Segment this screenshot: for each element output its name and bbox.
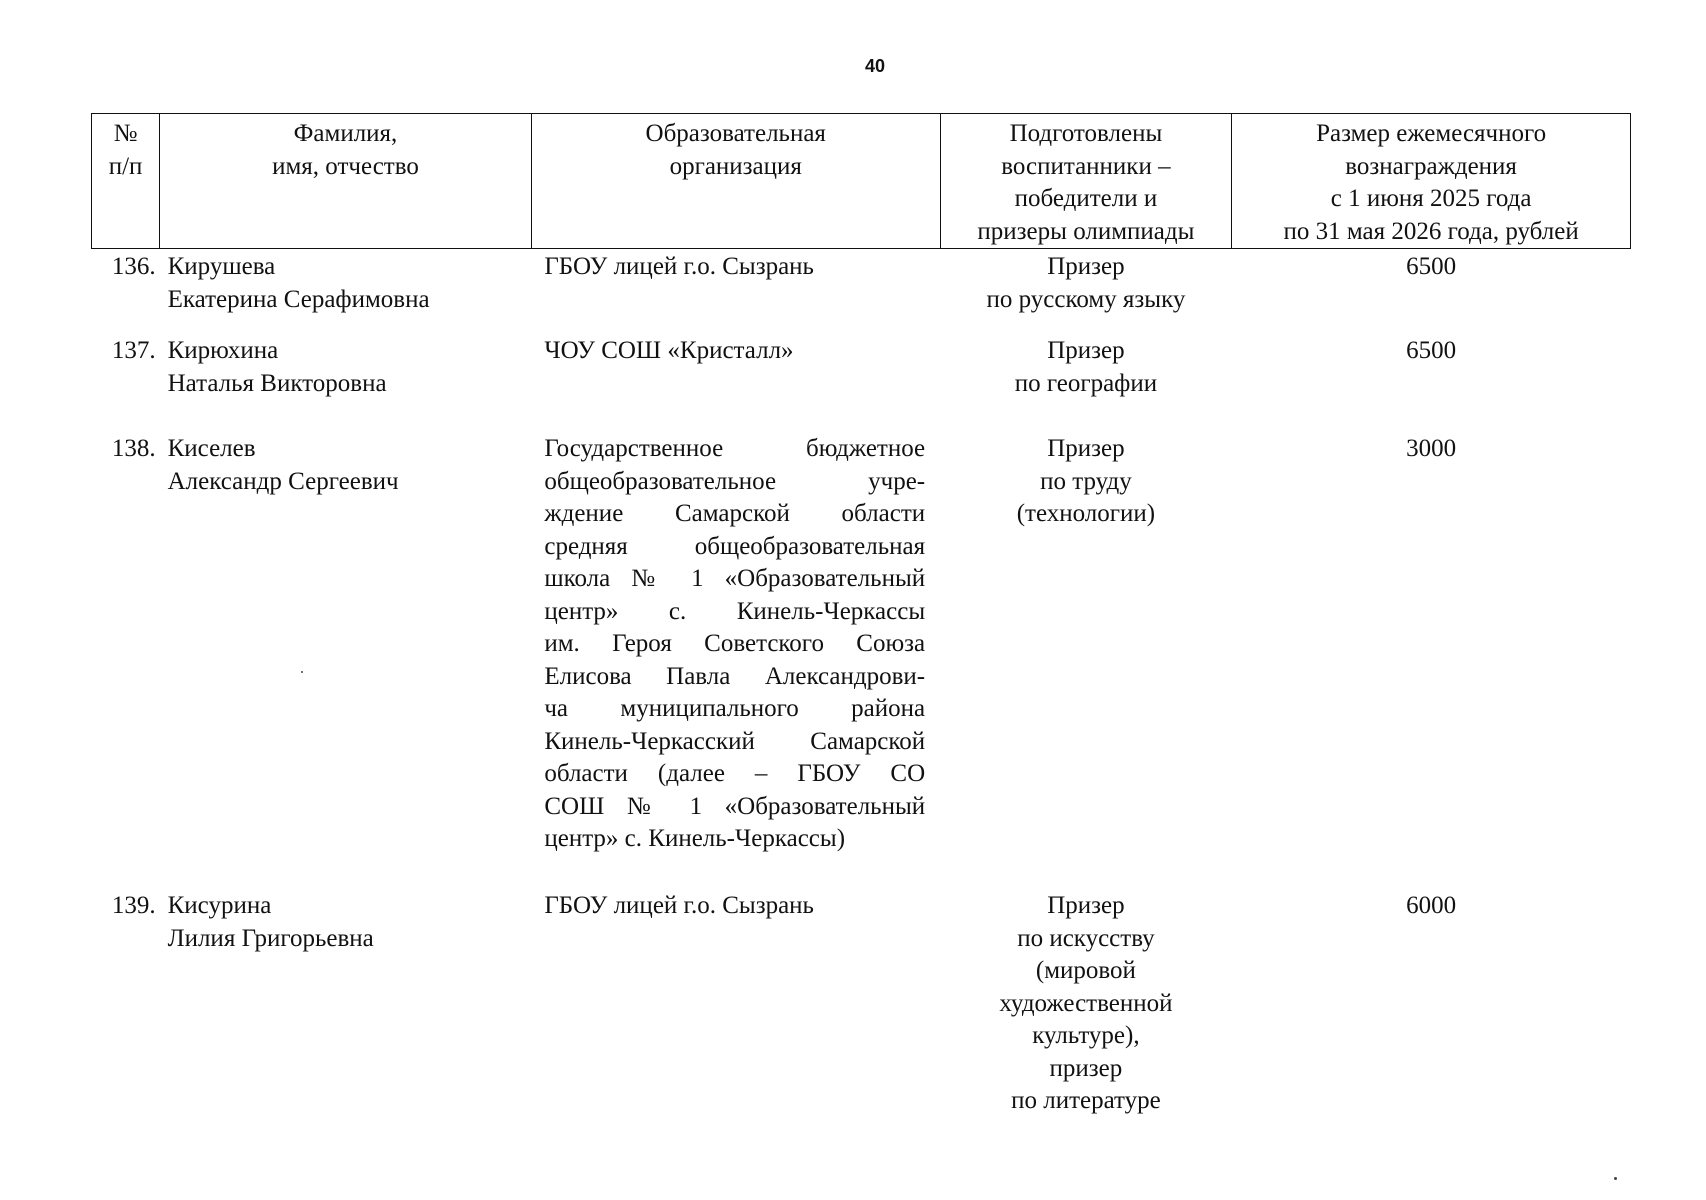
prize-description: Призер по труду (технологии) xyxy=(1016,435,1156,527)
award-amount: 6500 xyxy=(1406,253,1457,280)
header-full-name: Фамилия, имя, отчество xyxy=(160,114,532,249)
award-amount: 3000 xyxy=(1406,435,1457,462)
organization: ГБОУ лицей г.о. Сызрань xyxy=(544,892,814,919)
header-award-amount: Размер ежемесячного вознаграждения с 1 июня 2025 года по 31 мая 2026 года, рублей xyxy=(1232,114,1631,249)
table-row xyxy=(92,249,1631,336)
organization: ЧОУ СОШ «Кристалл» xyxy=(544,337,794,364)
scan-speck xyxy=(301,671,303,673)
person-name: Кирюхина Наталья Викторовна xyxy=(167,337,387,397)
row-number: 139. xyxy=(111,892,156,919)
person-name: Кирушева Екатерина Серафимовна xyxy=(167,253,430,313)
organization: Государственное бюджетное общеобразовательное учре- ждение Самарской области средняя общеобразовательная школа № 1 «Образовательный центр» с. Кинель-Черкассы им. Героя Советского Союза Елисова Павла Александрови- ча муниципального района Кинель-Черкасский Самарской области (далее – ГБОУ СО СОШ № 1 «Образовательный центр» с. Кинель-Черкассы) xyxy=(544,435,926,852)
scan-speck xyxy=(1614,1177,1617,1180)
prize-description: Призер по географии xyxy=(1014,337,1158,397)
award-amount: 6000 xyxy=(1406,892,1457,919)
header-prizes: Подготовлены воспитанники – победители и призеры олимпиады xyxy=(940,114,1232,249)
row-number: 136. xyxy=(111,253,156,280)
header-number: № п/п xyxy=(92,114,160,249)
row-number: 138. xyxy=(111,435,156,462)
table-header-row xyxy=(92,114,1631,249)
prize-description: Призер по искусству (мировой художественной культуре), призер по литературе xyxy=(999,892,1173,1114)
person-name: Киселев Александр Сергеевич xyxy=(167,435,399,495)
award-amount: 6500 xyxy=(1406,337,1457,364)
row-number: 137. xyxy=(111,337,156,364)
prize-description: Призер по русскому языку xyxy=(986,253,1186,313)
person-name: Кисурина Лилия Григорьевна xyxy=(167,892,374,952)
awards-table xyxy=(91,113,1631,1118)
organization: ГБОУ лицей г.о. Сызрань xyxy=(544,253,814,280)
table-row xyxy=(92,890,1631,1118)
table-row xyxy=(92,433,1631,890)
table-row xyxy=(92,335,1631,433)
header-organization: Образовательная организация xyxy=(531,114,940,249)
page-number: 40 xyxy=(864,56,886,76)
